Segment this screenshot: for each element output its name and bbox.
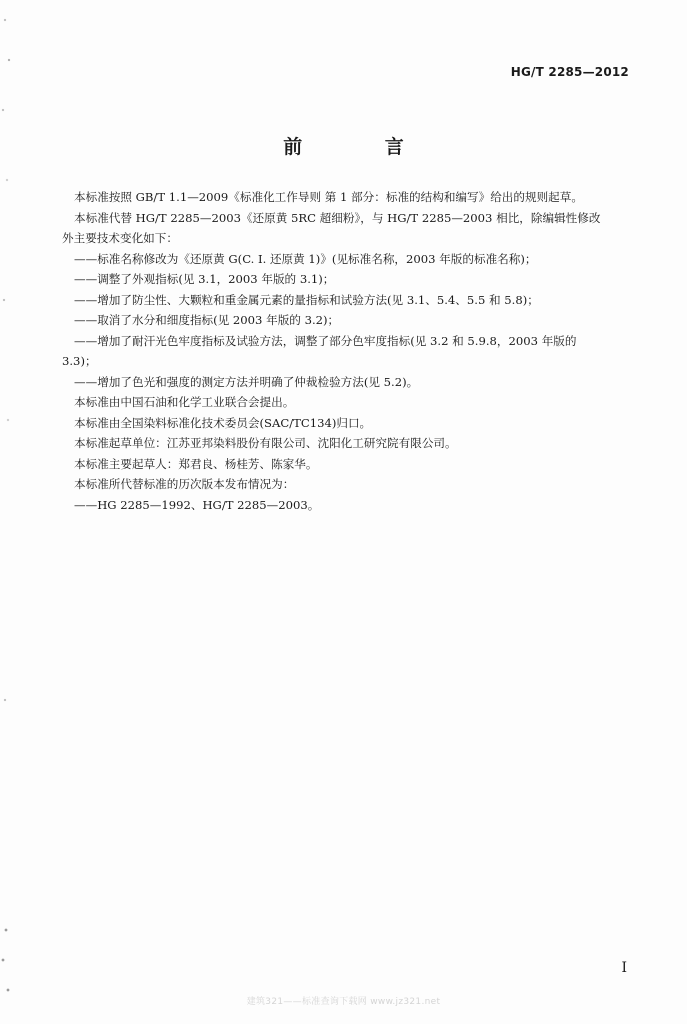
paragraph-line: 外主要技术变化如下：	[62, 231, 178, 245]
page-number: I	[621, 960, 627, 976]
paragraph-line: 本标准所代替标准的历次版本发布情况为：	[74, 477, 295, 491]
paragraph-line: 本标准主要起草人：郑君良、杨桂芳、陈家华。	[74, 456, 318, 471]
paragraph-line: 本标准起草单位：江苏亚邦染料股份有限公司、沈阳化工研究院有限公司。	[74, 436, 457, 450]
change-item: ——调整了外观指标(见 3.1，2003 年版的 3.1)；	[74, 272, 335, 286]
change-item: ——增加了色光和强度的测定方法并明确了仲裁检验方法(见 5.2)。	[74, 374, 419, 389]
change-item-continuation: 3.3)；	[62, 354, 97, 368]
history-item: ——HG 2285—1992、HG/T 2285—2003。	[74, 497, 320, 512]
paragraph-line: 本标准按照 GB/T 1.1—2009《标准化工作导则 第 1 部分：标准的结构和编写》给出的规则起草。	[74, 190, 583, 204]
page-title: 前 言	[283, 136, 442, 158]
standard-code: HG/T 2285—2012	[510, 65, 629, 79]
change-item: ——增加了耐汗光色牢度指标及试验方法，调整了部分色牢度指标(见 3.2 和 5.9.8，2003 年版的	[74, 333, 577, 348]
watermark-text: 建筑321——标准查询下载网 www.jz321.net	[246, 997, 441, 1007]
paragraph-line: 本标准由中国石油和化学工业联合会提出。	[74, 395, 295, 409]
change-item: ——增加了防尘性、大颗粒和重金属元素的量指标和试验方法(见 3.1、5.4、5.5 和 5.8)；	[74, 292, 539, 307]
change-item: ——取消了水分和细度指标(见 2003 年版的 3.2)；	[74, 313, 340, 327]
change-item: ——标准名称修改为《还原黄 G(C. I. 还原黄 1)》(见标准名称，2003 年版的标准名称)；	[74, 251, 537, 266]
preface-body	[62, 187, 634, 515]
paragraph-line: 本标准由全国染料标准化技术委员会(SAC/TC134)归口。	[74, 415, 372, 430]
paragraph-line: 本标准代替 HG/T 2285—2003《还原黄 5RC 超细粉》，与 HG/T 2285—2003 相比，除编辑性修改	[74, 210, 601, 225]
